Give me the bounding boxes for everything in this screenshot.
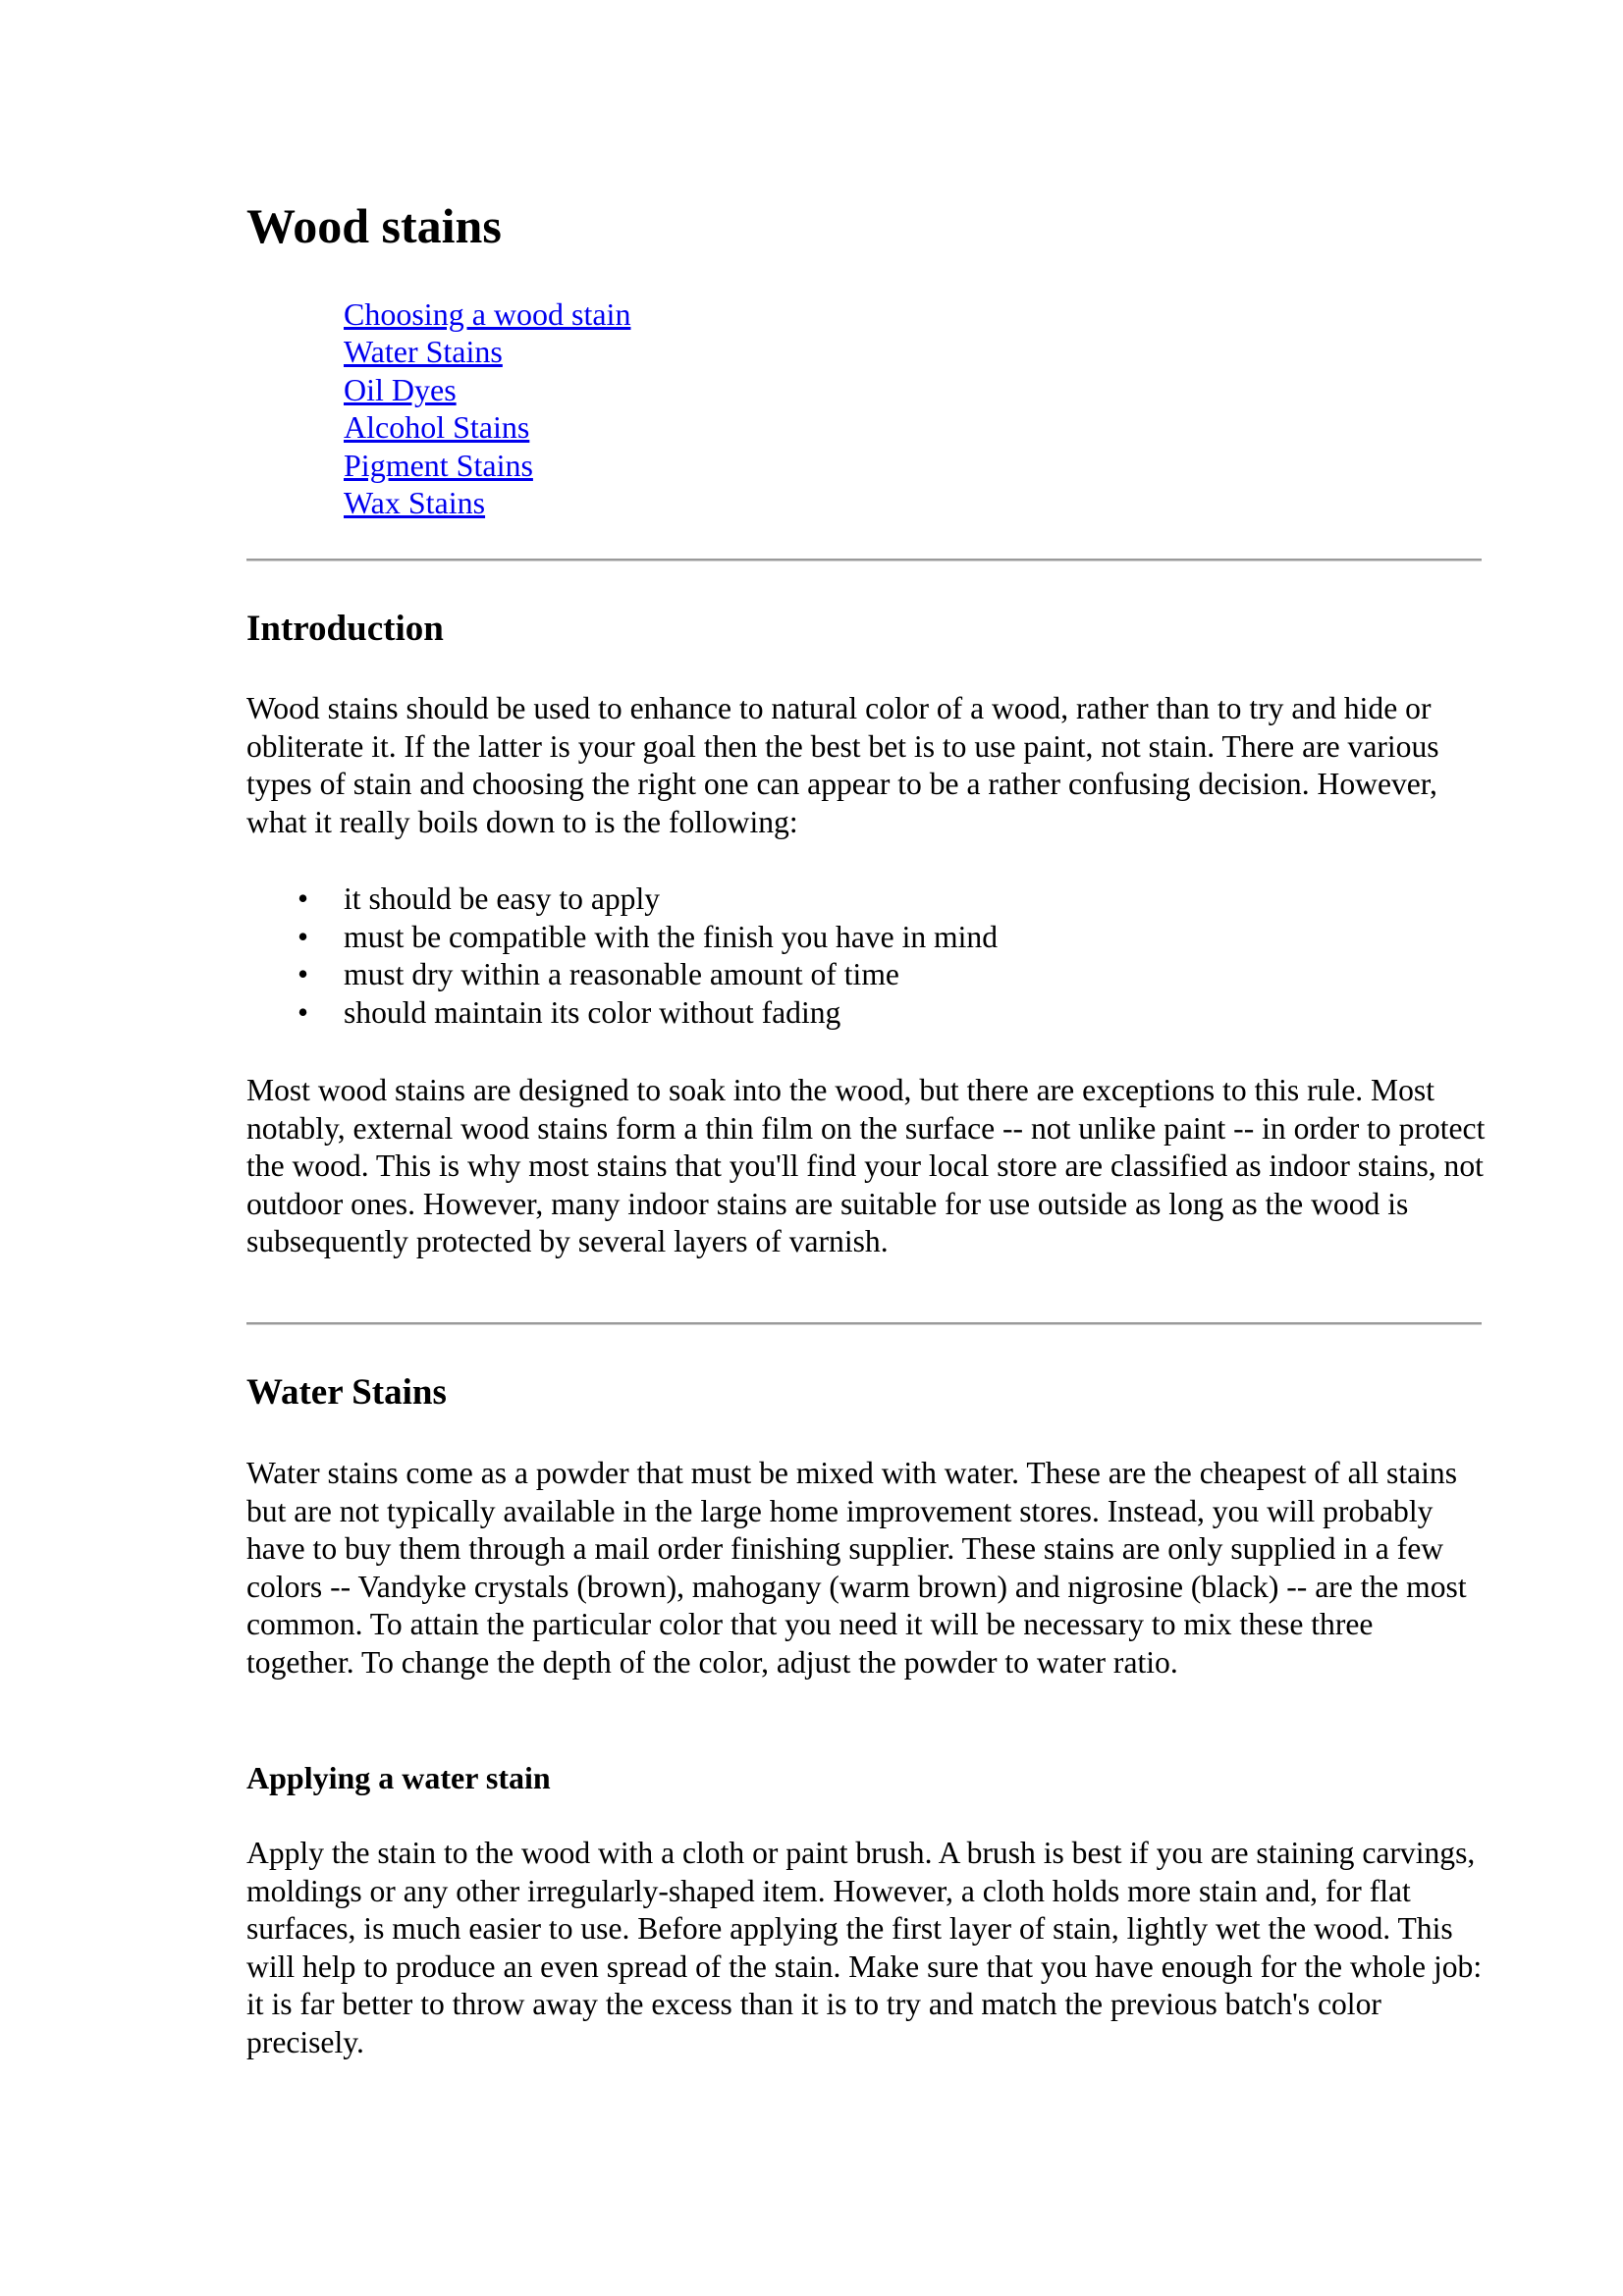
list-item <box>246 919 998 957</box>
list-item <box>246 994 998 1033</box>
toc-item <box>344 333 630 370</box>
list-item-text: should maintain its color without fading <box>344 994 841 1030</box>
toc-link-water-stains[interactable]: Water Stains <box>344 334 503 370</box>
page-title: Wood stains <box>246 198 502 253</box>
list-item <box>246 956 998 994</box>
applying-water-stain-subheading: Applying a water stain <box>246 1760 551 1795</box>
horizontal-rule <box>246 559 1482 561</box>
introduction-bullet-list <box>246 881 998 1032</box>
introduction-paragraph-1: Wood stains should be used to enhance to natural color of a wood, rather than to try and hide or obliterate it. If the latter is your goal then the best bet is to use paint, not stain. There are various types of stain and choosing the right one can appear to be a rather confusing decision. However, what it really boils down to is the following: <box>246 691 1439 839</box>
list-item-text: must be compatible with the finish you have in mind <box>344 919 998 954</box>
toc-link-oil-dyes[interactable]: Oil Dyes <box>344 371 457 407</box>
water-stains-heading: Water Stains <box>246 1372 447 1413</box>
introduction-heading: Introduction <box>246 609 444 649</box>
bullet-icon: • <box>298 994 309 1030</box>
horizontal-rule <box>246 1322 1482 1325</box>
toc-item <box>344 371 630 408</box>
water-stains-paragraph-2: Apply the stain to the wood with a cloth or paint brush. A brush is best if you are staining carvings, moldings or any other irregularly-shaped item. However, a cloth holds more stain and, for flat surfaces, is much easier to use. Before applying the first layer of stain, lightly wet the wood. This will help to produce an even spread of the stain. Make sure that you have enough for the whole job: it is far better to throw away the excess than it is to try and match the previous batch's color precisely. <box>246 1836 1483 2059</box>
bullet-icon: • <box>298 919 309 954</box>
list-item-text: it should be easy to apply <box>344 881 661 916</box>
toc-link-choosing-a-wood-stain[interactable]: Choosing a wood stain <box>344 296 631 332</box>
list-item <box>246 881 998 919</box>
toc-item <box>344 408 630 446</box>
water-stains-paragraph-1: Water stains come as a powder that must be mixed with water. These are the cheapest of all stains but are not typically available in the large home improvement stores. Instead, you will probably have to buy them through a mail order finishing supplier. These stains are only supplied in a few colors -- Vandyke crystals (brown), mahogany (warm brown) and nigrosine (black) -- are the most common. To attain the particular color that you need it will be necessary to mix these three together. To change the depth of the color, adjust the powder to water ratio. <box>246 1456 1467 1680</box>
toc-item <box>344 447 630 484</box>
bullet-icon: • <box>298 957 309 992</box>
toc-link-pigment-stains[interactable]: Pigment Stains <box>344 447 533 483</box>
table-of-contents <box>344 295 630 521</box>
bullet-icon: • <box>298 881 309 916</box>
toc-link-wax-stains[interactable]: Wax Stains <box>344 485 486 521</box>
toc-item <box>344 484 630 521</box>
toc-link-alcohol-stains[interactable]: Alcohol Stains <box>344 409 530 446</box>
list-item-text: must dry within a reasonable amount of time <box>344 957 899 992</box>
introduction-paragraph-2: Most wood stains are designed to soak into the wood, but there are exceptions to this rule. Most notably, external wood stains form a thin film on the surface -- not unlike paint -- in order to protect the wood. This is why most stains that you'll find your local store are classified as indoor stains, not outdoor ones. However, many indoor stains are suitable for use outside as long as the wood is subsequently protected by several layers of varnish. <box>246 1073 1486 1259</box>
toc-item <box>344 295 630 333</box>
